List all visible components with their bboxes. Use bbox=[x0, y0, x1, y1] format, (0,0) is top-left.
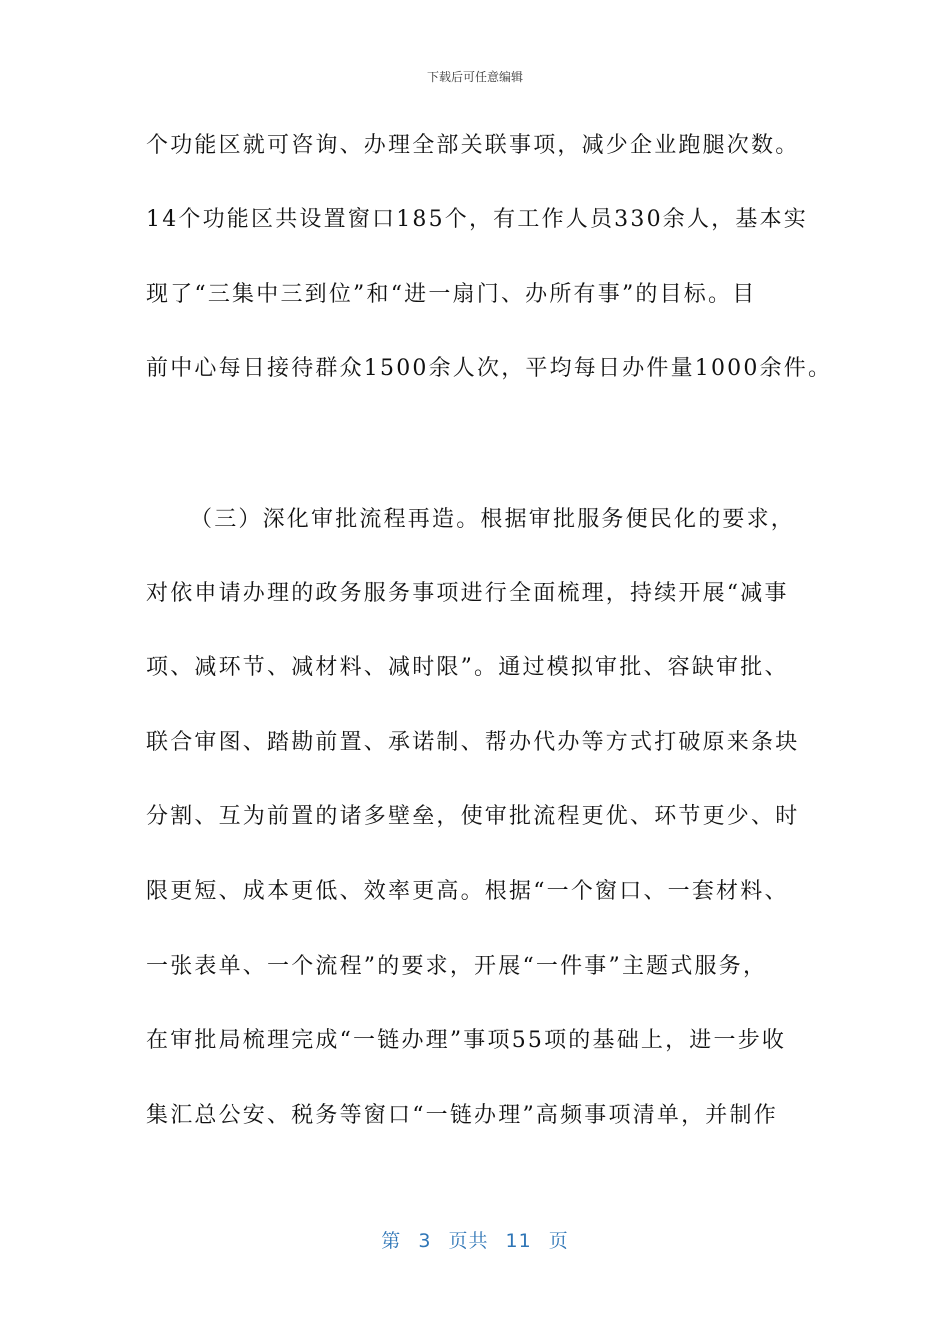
text-line: 限更短、成本更低、效率更高。根据“一个窗口、一套材料、 bbox=[146, 879, 789, 904]
page-number-footer: 第 3 页共 11 页 bbox=[381, 1230, 569, 1252]
text-line: 现了“三集中三到位”和“进一扇门、办所有事”的目标。目 bbox=[146, 282, 757, 307]
text-line: 在审批局梳理完成“一链办理”事项55项的基础上，进一步收 bbox=[146, 1028, 787, 1053]
text-line: （三）深化审批流程再造。根据审批服务便民化的要求， bbox=[190, 507, 796, 532]
text-line: 集汇总公安、税务等窗口“一链办理”高频事项清单，并制作 bbox=[146, 1103, 778, 1128]
text-line: 个功能区就可咨询、办理全部关联事项，减少企业跑腿次数。 bbox=[146, 133, 800, 158]
text-line: 前中心每日接待群众1500余人次，平均每日办件量1000余件。 bbox=[146, 356, 833, 381]
text-line: 一张表单、一个流程”的要求，开展“一件事”主题式服务， bbox=[146, 954, 768, 979]
text-line: 项、减环节、减材料、减时限”。通过模拟审批、容缺审批、 bbox=[146, 655, 789, 680]
text-line: 对依申请办理的政务服务事项进行全面梳理，持续开展“减事 bbox=[146, 581, 789, 606]
page-header-note: 下载后可任意编辑 bbox=[426, 70, 523, 84]
text-line: 联合审图、踏勘前置、承诺制、帮办代办等方式打破原来条块 bbox=[146, 730, 800, 755]
text-line: 分割、互为前置的诸多壁垒，使审批流程更优、环节更少、时 bbox=[146, 804, 800, 829]
text-line: 14个功能区共设置窗口185个，有工作人员330余人，基本实 bbox=[146, 207, 808, 232]
